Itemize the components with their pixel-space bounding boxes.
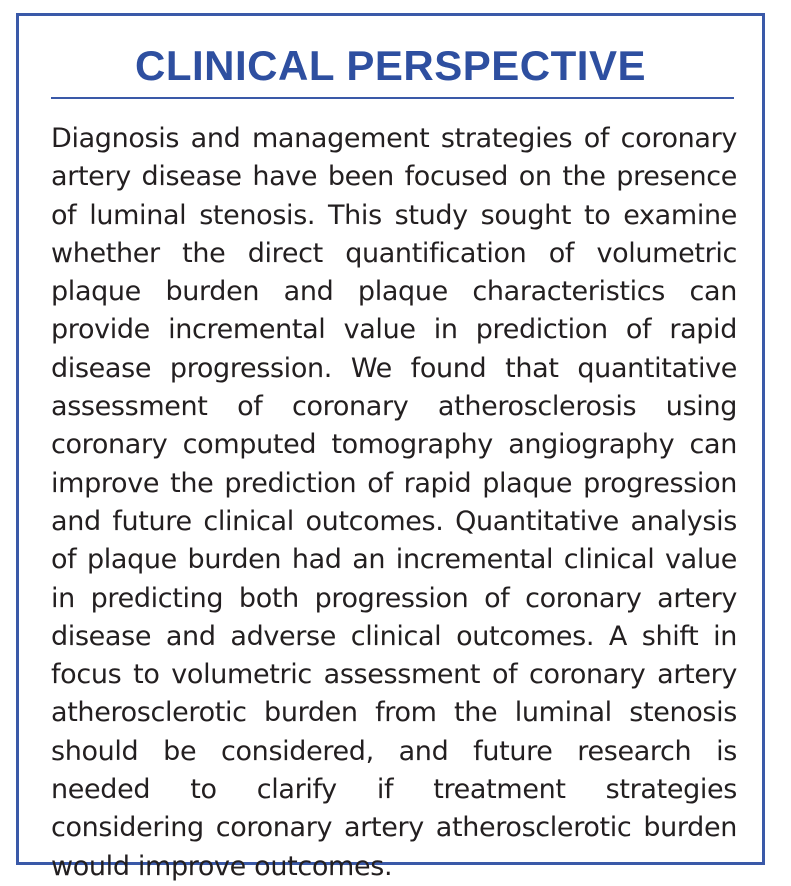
panel-title: CLINICAL PERSPECTIVE — [135, 42, 646, 89]
clinical-perspective-panel — [16, 13, 765, 882]
panel-body-text: Diagnosis and management strategies of coronary artery disease have been focused on the presence of luminal stenosis. This study sought to examine whether the direct quantification of volumetric plaque burden and plaque characteristics can provide incremental value in prediction of rapid disease progression. We found that quantitative assessment of coronary atherosclerosis using coronary computed tomography angiography can improve the prediction of rapid plaque progression and future clinical outcomes. Quantitative analysis of plaque burden had an incremental clinical value in predicting both progression of coronary artery disease and adverse clinical outcomes. A shift in focus to volumetric assessment of coronary artery atherosclerotic burden from the luminal stenosis should be considered, and future research is needed to clarify if treatment strategies considering coronary artery atherosclerotic burden would improve outcomes. — [51, 123, 737, 882]
title-divider — [51, 97, 734, 99]
